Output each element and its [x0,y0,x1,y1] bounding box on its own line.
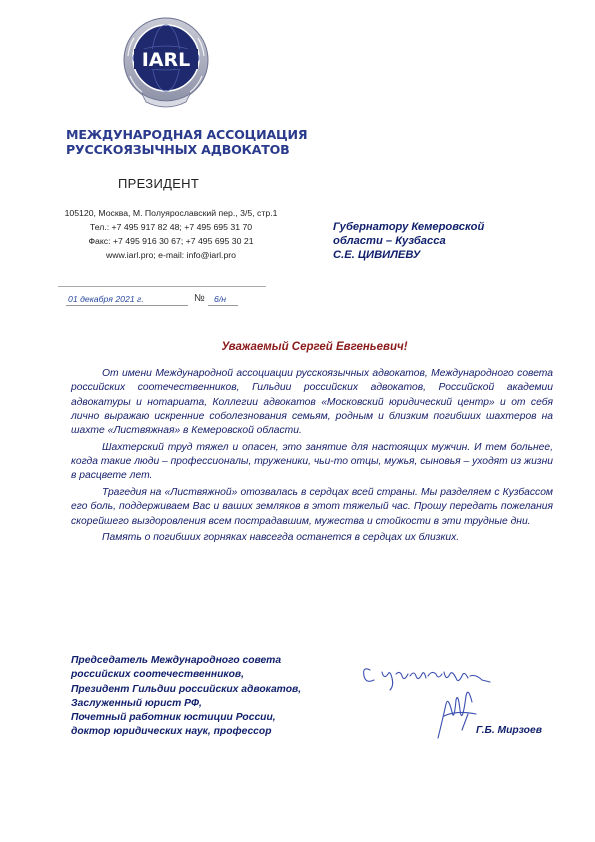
signatory-title-line-1: Председатель Международного совета [71,655,282,666]
number-underline [208,305,238,306]
number-sign: № [194,293,205,304]
signatory-title-line-6: доктор юридических наук, профессор [71,726,272,738]
addressee-line-1: Губернатору Кемеровской [333,221,485,233]
document-dateline [58,294,273,308]
body-paragraph-2: Шахтерский труд тяжел и опасен, это занятие для настоящих мужчин. И тем больнее, когда такие люди – профессионалы, труженики, чьи-то отцы, мужья, сыновья – уходят из жизни в расцвете лет. [71,441,553,482]
addressee-line-2: области – Кузбасса [333,235,446,247]
body-paragraph-3: Трагедия на «Листвяжной» отозвалась в сердцах всей страны. Мы разделяем с Кузбассом его боль, поддерживаем Вас и ваших земляков в этот тяжелый час. Прошу передать пожелания скорейшего выздоровления всем пострадавшим, мужества и стойкости в эти трудные дни. [71,487,553,527]
signatory-title-line-3: Президент Гильдии российских адвокатов, [71,683,302,695]
iarl-logo [120,16,212,112]
salutation: Уважаемый Сергей Евгеньевич! [221,341,408,353]
signatory-title-line-4: Заслуженный юрист РФ, [71,697,202,709]
contact-fax: Факс: +7 495 916 30 67; +7 495 695 30 21 [88,236,254,246]
signatory-titles [71,654,371,740]
body-paragraph-1: От имени Международной ассоциации русскоязычных адвокатов, Международного совета российских соотечественников, Гильдии российских адвокатов, Российской академии адвокатуры и нотариата, Коллегии адвокатов «Московский юридический центр» и от себя лично выражаю искренние соболезнования семьям, родным и близким погибших шахтеров на шахте «Листвяжная» в Кемеровской области. [71,368,553,437]
contact-address: 105120, Москва, М. Полуярославский пер., 3/5, стр.1 [64,208,278,218]
document-number: 6/н [214,294,227,304]
signatory-title-line-5: Почетный работник юстиции России, [71,712,276,724]
signatory-name: Г.Б. Мирзоев [476,725,542,736]
logo-text: IARL [141,49,191,71]
position-title: ПРЕЗИДЕНТ [118,176,200,191]
contact-web-email: www.iarl.pro; e-mail: info@iarl.pro [106,250,236,260]
document-date: 01 декабря 2021 г. [68,294,144,304]
date-underline [66,305,188,306]
addressee-block [333,220,583,262]
header-divider [58,286,266,287]
salutation-row [0,341,595,353]
contact-phone: Тел.: +7 495 917 82 48; +7 495 695 31 70 [89,222,253,232]
addressee-line-3: С.Е. ЦИВИЛЕВУ [333,249,421,261]
letter-body [71,367,553,548]
contact-block [56,206,286,262]
org-name-line-2: РУССКОЯЗЫЧНЫХ АДВОКАТОВ [66,142,290,157]
body-paragraph-4: Память о погибших горняках навсегда останется в сердцах их близких. [102,532,460,544]
handwritten-greeting-text: С уважением [360,652,366,653]
org-name-line-1: МЕЖДУНАРОДНАЯ АССОЦИАЦИЯ [66,127,308,142]
organization-name [66,127,308,157]
signatory-title-line-2: российских соотечественников, [71,669,244,681]
